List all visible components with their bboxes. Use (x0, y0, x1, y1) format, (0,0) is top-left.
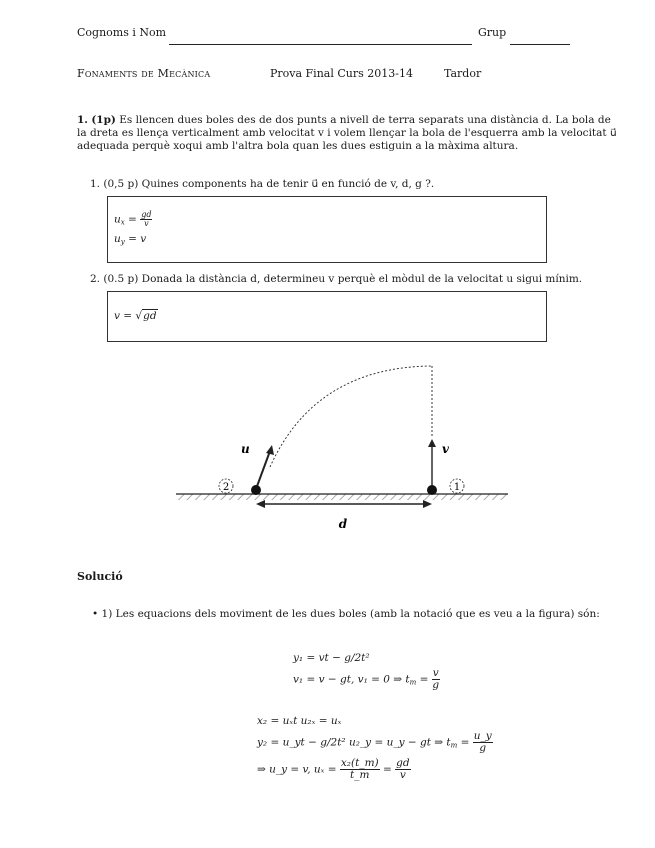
group-field-line[interactable] (510, 44, 570, 45)
problem-number: 1. (77, 114, 88, 126)
ball-1 (427, 485, 437, 495)
exam-title: Prova Final Curs 2013-14 (270, 67, 413, 80)
velocity-v-arrowhead (428, 439, 436, 447)
question-1-label: 1. (90, 178, 101, 190)
equation-x2: x₂ = uₓt u₂ₓ = uₓ (257, 715, 342, 727)
distance-arrowhead-left (256, 500, 265, 508)
question-2-label: 2. (90, 273, 101, 285)
equation-ux-fraction-1: $\frac{\text{x₂(t\_m)}}{t\_m}$ (340, 757, 379, 781)
label-v: v (442, 442, 449, 456)
velocity-u-arrow (256, 451, 270, 489)
problem-statement (77, 114, 617, 153)
answer-uy: $u_y = v$ (114, 233, 147, 246)
problem-points: (1p) (91, 114, 116, 126)
exam-session: Tardor (444, 67, 482, 80)
label-u: u (241, 442, 250, 456)
ball-2-label: 2 (222, 482, 230, 493)
ball-1-label: 1 (453, 482, 461, 493)
distance-arrowhead-right (423, 500, 432, 508)
label-d: d (338, 517, 348, 531)
answer-v: v = √gd (114, 310, 157, 322)
statement-line-1: Es llencen dues boles des de dos punts a nivell de terra separats una distància d. La bola de (119, 114, 611, 126)
question-2-text: (0.5 p) Donada la distància d, determineu v perquè el mòdul de la velocitat u sigui mínim. (103, 273, 583, 285)
question-1-text: (0,5 p) Quines components ha de tenir u⃗ en funció de v, d, g ?. (103, 178, 435, 190)
statement-line-2: la dreta es llença verticalment amb velocitat v i volem llençar la bola de l'esquerra amb la velocitat u⃗ (77, 127, 617, 139)
solution-bullet-1: • 1) Les equacions dels moviment de les dues boles (amb la notació que es veu a la figura) són: (92, 608, 600, 620)
name-field-line[interactable] (169, 44, 472, 45)
answer-ux-fraction: $\frac{gd}{v}$ (141, 210, 152, 228)
velocity-u-arrowhead (266, 445, 274, 455)
answer-ux: $u_x$ = $\frac{gd}{v}$ (114, 210, 152, 228)
group-label: Grup (478, 26, 507, 39)
equation-ux-fraction-2: $\frac{gd}{v}$ (396, 757, 410, 781)
answer-box-1[interactable] (107, 196, 547, 263)
equation-y1: y₁ = vt − g/2t² (293, 652, 370, 664)
course-title: Fonaments de Mecànica (77, 67, 211, 80)
equation-v1: v₁ = v − gt, v₁ = 0 ⇒ $t_m$ = $\frac{v}{g}$ (293, 667, 440, 691)
bullet-icon: • (92, 608, 99, 620)
trajectory-ball-2 (270, 366, 432, 467)
trajectory-figure (170, 355, 515, 540)
answer-box-2[interactable] (107, 291, 547, 342)
ball-2 (251, 485, 261, 495)
statement-line-3: adequada perquè xoqui amb l'altra bola quan les dues estiguin a la màxima altura. (77, 140, 519, 152)
question-1 (90, 178, 434, 191)
name-label: Cognoms i Nom (77, 26, 167, 39)
equation-ux: ⇒ u_y = v, uₓ = $\frac{\text{x₂(t\_m)}}{t\_m}$ = $\frac{gd}{v}$ (257, 757, 410, 781)
equation-v1-fraction: $\frac{v}{g}$ (432, 667, 440, 691)
question-2 (90, 273, 582, 286)
equation-y2: y₂ = u_yt − g/2t² u₂_y = u_y − gt ⇒ $t_m$ = $\frac{u\_y}{g}$ (257, 730, 492, 754)
ground-hatch (176, 494, 508, 500)
solution-heading: Solució (77, 570, 123, 583)
equation-y2-fraction: $\frac{u\_y}{g}$ (473, 730, 492, 754)
